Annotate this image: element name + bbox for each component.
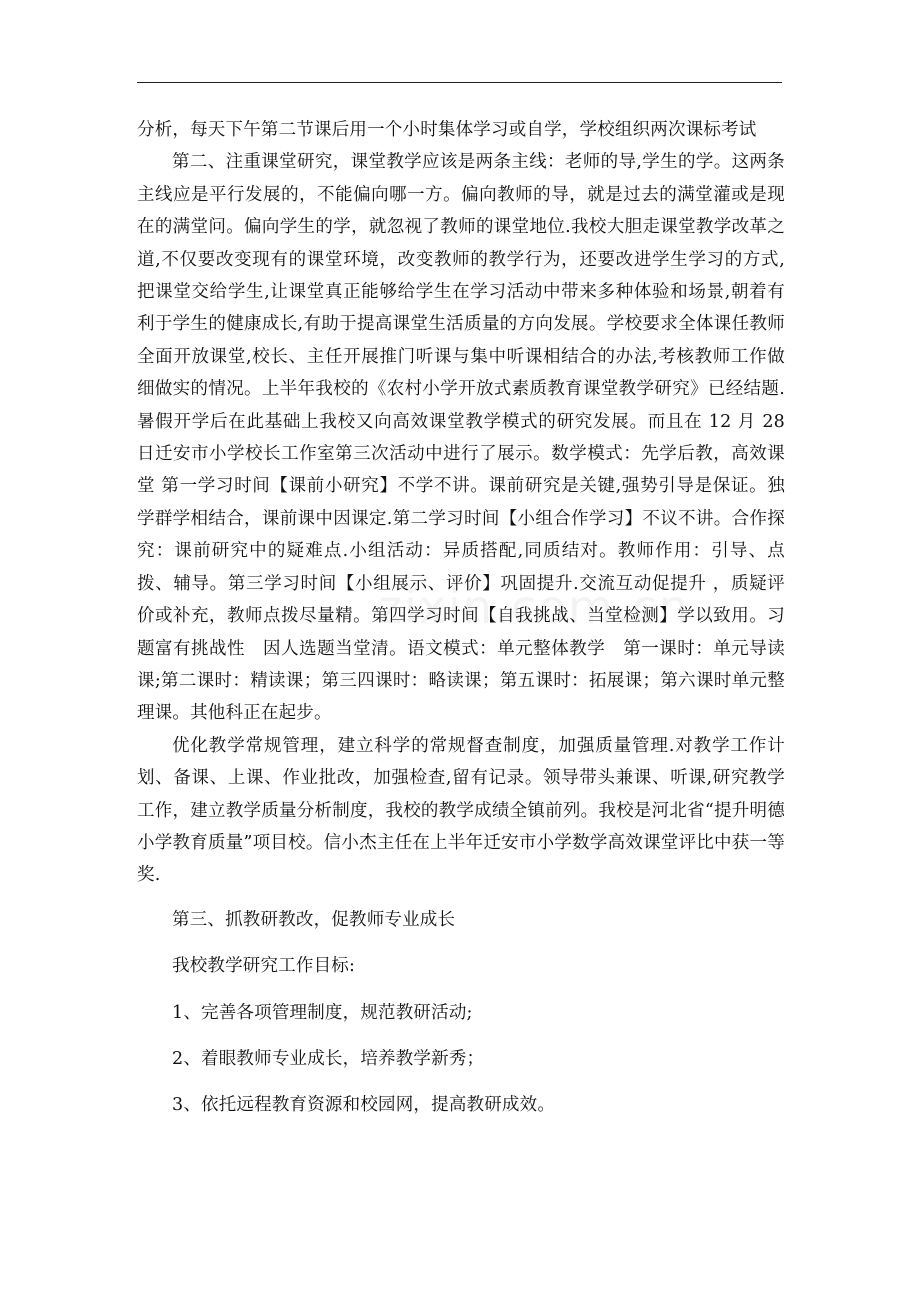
- header-rule: [137, 82, 782, 83]
- document-body: [137, 114, 785, 1122]
- paragraph-classroom-research: 第二、注重课堂研究，课堂教学应该是两条主线：老师的导,学生的学。这两条主线应是平行发展的，不能偏向哪一方。偏向教师的导，就是过去的满堂灌或是现在的满堂问。偏向学生的学，就忽视了教师的课堂地位.我校大胆走课堂教学改革之道,不仅要改变现有的课堂环境，改变教师的教学行为，还要改进学生学习的方式,把课堂交给学生,让课堂真正能够给学生在学习活动中带来多种体验和场景,朝着有利于学生的健康成长,有助于提高课堂生活质量的方向发展。学校要求全体课任教师全面开放课堂,校长、主任开展推门听课与集中听课相结合的办法,考核教师工作做细做实的情况。上半年我校的《农村小学开放式素质教育课堂教学研究》已经结题.暑假开学后在此基础上我校又向高效课堂教学模式的研究发展。而且在 12 月 28 日迁安市小学校长工作室第三次活动中进行了展示。数学模式：先学后教，高效课堂 第一学习时间【课前小研究】不学不讲。课前研究是关键,强势引导是保证。独学群学相结合，课前课中因课定.第二学习时间【小组合作学习】不议不讲。合作探究：课前研究中的疑难点.小组活动：异质搭配,同质结对。教师作用：引导、点拨、辅导。第三学习时间【小组展示、评价】巩固提升.交流互动促提升 ，质疑评价或补充，教师点拨尽量精。第四学习时间【自我挑战、当堂检测】学以致用。习题富有挑战性 因人选题当堂清。语文模式：单元整体教学 第一课时：单元导读课;第二课时：精读课；第三四课时：略读课；第五课时：拓展课；第六课时单元整理课。其他科正在起步。: [137, 152, 785, 724]
- research-goal-3: 3、依托远程教育资源和校园网，提高教研成效。: [172, 1095, 556, 1116]
- paragraph-teaching-management: 优化教学常规管理，建立科学的常规督查制度，加强质量管理.对教学工作计划、备课、上课、作业批改，加强检查,留有记录。领导带头兼课、听课,研究教学工作，建立教学质量分析制度，我校的教学成绩全镇前列。我校是河北省“提升明德小学教育质量”项目校。信小杰主任在上半年迁安市小学数学高效课堂评比中获一等奖.: [137, 735, 785, 886]
- section-heading-third: 第三、抓教研教改，促教师专业成长: [172, 909, 456, 930]
- research-goals-intro: 我校教学研究工作目标:: [172, 956, 356, 977]
- paragraph-continuation: 分析，每天下午第二节课后用一个小时集体学习或自学，学校组织两次课标考试: [137, 120, 757, 140]
- research-goal-1: 1、完善各项管理制度，规范教研活动;: [172, 1002, 473, 1023]
- research-goal-2: 2、着眼教师专业成长，培养教学新秀；: [172, 1048, 485, 1069]
